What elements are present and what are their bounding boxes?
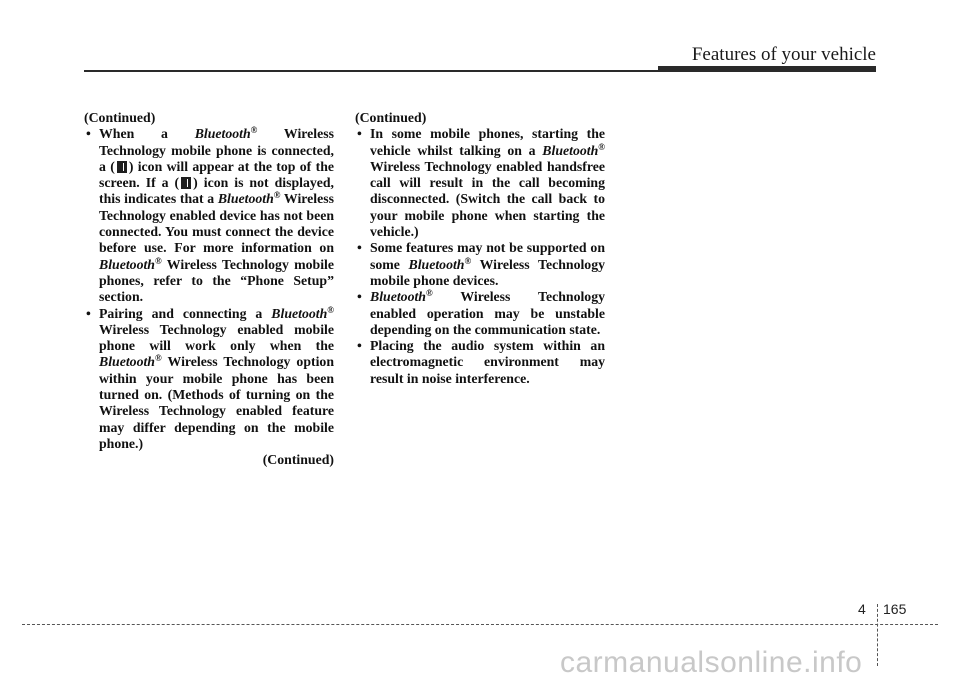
chapter-number: 4	[858, 601, 866, 617]
bullet-pairing	[84, 306, 334, 453]
text: Some features may not be supported on some	[370, 240, 605, 272]
text: Wireless Technology enabled operation may be unstable depending on the communication state.	[370, 289, 605, 337]
left-column	[84, 110, 334, 469]
text: ) icon will appear at the top of the screen. If a (	[99, 158, 334, 191]
text: In some mobile phones, starting the vehicle whilst talking on a	[370, 126, 605, 158]
bullet-call-disconnect	[355, 126, 605, 240]
registered-mark: ®	[154, 255, 162, 266]
brand-bluetooth: Bluetooth	[217, 191, 274, 207]
text: Wireless Technology mobile phone is connected, a (	[99, 126, 334, 174]
text: Wireless Technology enabled mobile phone will work only when the	[99, 321, 334, 354]
bullet-noise-interference	[355, 338, 605, 387]
registered-mark: ®	[598, 141, 605, 152]
brand-bluetooth: Bluetooth	[99, 256, 155, 272]
brand-bluetooth: Bluetooth	[194, 126, 251, 142]
text: ) icon is not displayed, this indicates that a	[99, 175, 335, 207]
watermark-text: carmanualsonline.info	[560, 646, 863, 679]
brand-bluetooth: Bluetooth	[408, 256, 465, 272]
registered-mark: ®	[464, 255, 472, 266]
registered-mark: ®	[327, 304, 334, 315]
bullet-features-unsupported	[355, 240, 605, 289]
page-number: 165	[883, 601, 907, 617]
brand-bluetooth: Bluetooth	[271, 305, 328, 321]
header-rule-thick	[658, 66, 876, 72]
footer-dashed-divider	[877, 604, 878, 666]
brand-bluetooth: Bluetooth	[99, 354, 155, 370]
text: Wireless Technology option within your mobile phone has been turned on. (Methods of turning on the Wireless Technology enabled feature may differ depending on the mobile phone.)	[99, 354, 334, 451]
registered-mark: ®	[273, 190, 281, 201]
brand-bluetooth: Bluetooth	[370, 289, 426, 305]
bluetooth-status-icon	[117, 161, 127, 173]
bluetooth-status-icon	[181, 177, 191, 189]
continued-label: (Continued)	[262, 452, 334, 468]
text: Placing the audio system within an electromagnetic environment may result in noise interference.	[370, 338, 605, 386]
bullet-bluetooth-connected-icon	[84, 126, 334, 305]
continued-label: (Continued)	[355, 110, 427, 125]
registered-mark: ®	[250, 125, 258, 136]
page-header-title: Features of your vehicle	[691, 44, 876, 65]
text: Pairing and connecting a	[99, 305, 272, 321]
right-column	[355, 110, 605, 387]
text: When a	[99, 126, 195, 142]
bullet-unstable-operation	[355, 289, 605, 338]
text: Wireless Technology mobile phones, refer to the “Phone Setup” section.	[99, 256, 334, 305]
header-rule-thin	[84, 70, 658, 72]
registered-mark: ®	[425, 288, 433, 299]
text: Wireless Technology mobile phone devices.	[370, 256, 605, 288]
text: Wireless Technology enabled device has not been connected. You must connect the device before use. For more information on	[99, 191, 334, 256]
footer-dashed-rule	[22, 624, 938, 625]
continued-label: (Continued)	[84, 110, 156, 125]
brand-bluetooth: Bluetooth	[542, 142, 599, 158]
registered-mark: ®	[154, 353, 162, 364]
text: Wireless Technology enabled handsfree call will result in the call becoming disconnected. (Switch the call back to your mobile phone when starting the vehicle.)	[370, 158, 605, 240]
